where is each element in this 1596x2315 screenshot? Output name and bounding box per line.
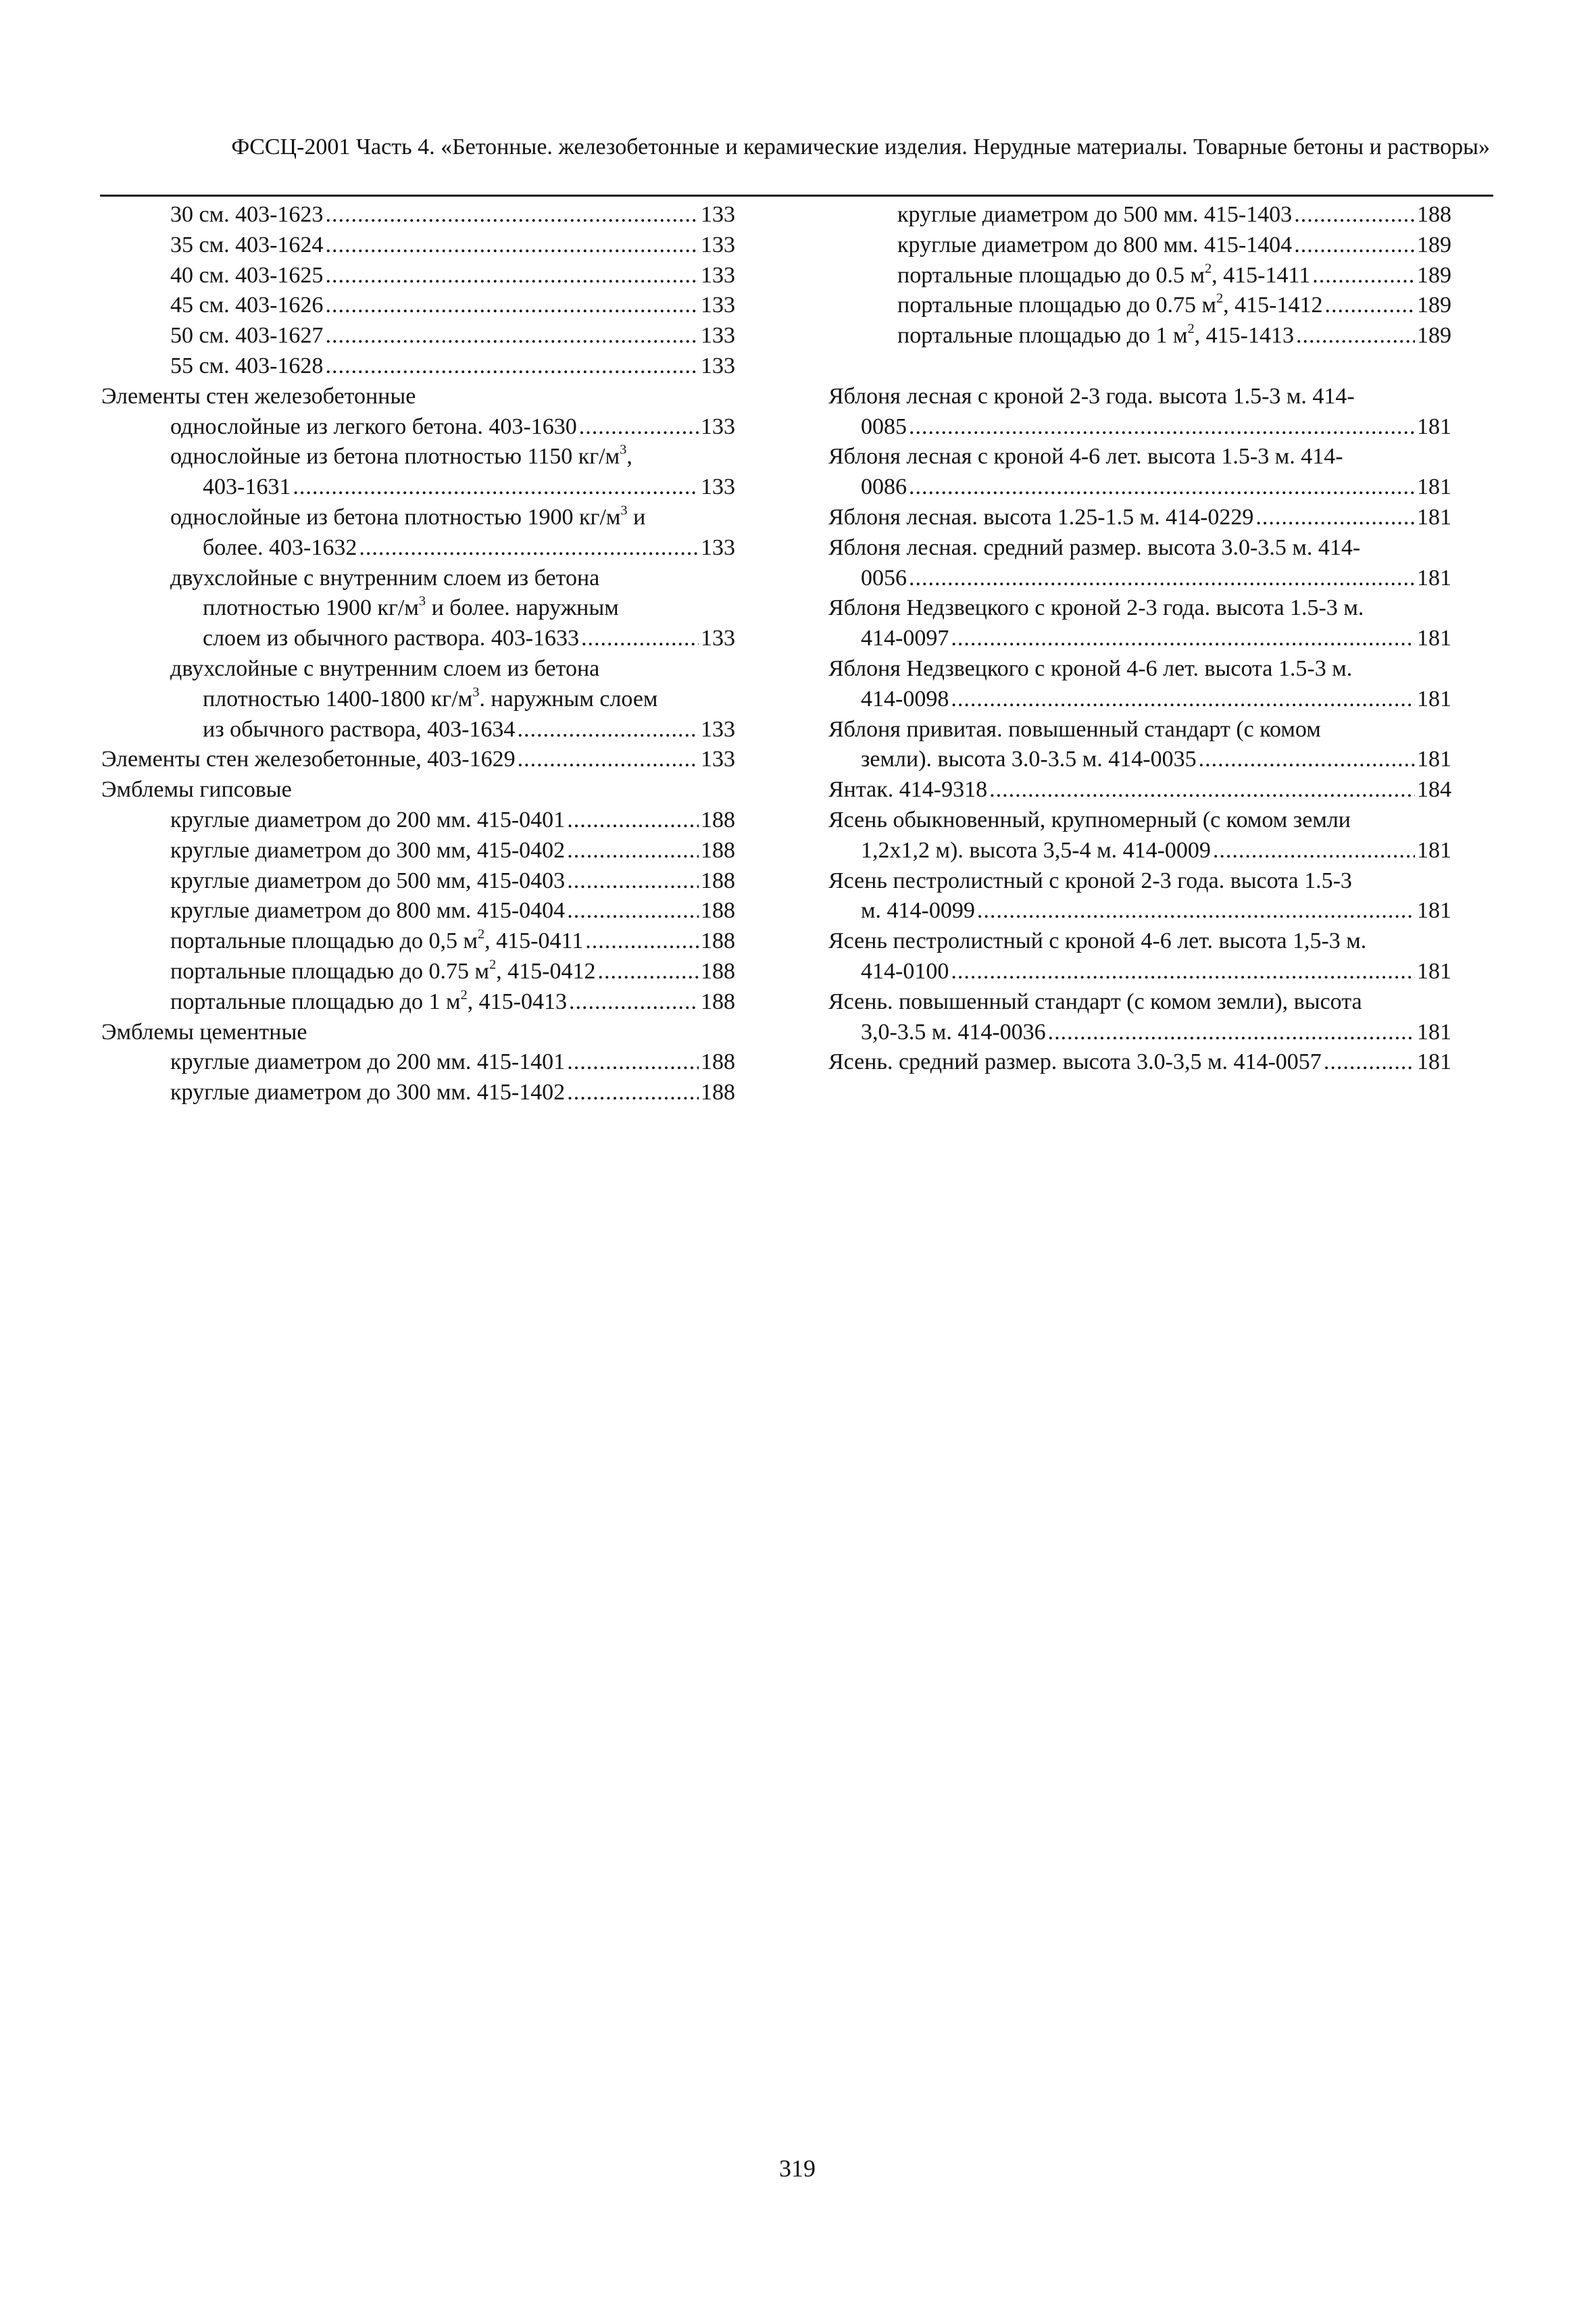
index-entry-page: 181 [1417,898,1451,924]
index-entry [828,230,1451,261]
index-entry [828,503,1451,533]
index-entry-page: 189 [1417,262,1451,288]
index-entry-line: однослойные из бетона плотностью 1900 $кг/м^3$ и [170,503,646,530]
index-entry-text: портальные площадью до 0.75 $м^2$, 415-1412 [897,291,1323,318]
index-entry-page: 133 [701,262,735,288]
index-entry-page: 188 [701,958,735,984]
index-entry-page: 189 [1417,323,1451,349]
dot-leader [325,230,699,261]
dot-leader [909,412,1415,443]
index-entry-text: из обычного раствора, 403-1634 [203,716,516,742]
index-entry-text: круглые диаметром до 300 мм, 415-0402 [170,837,566,863]
dot-leader [567,866,699,897]
index-entry [828,321,1451,351]
dot-leader [1213,836,1415,866]
index-entry [828,261,1451,291]
index-entry-page: 133 [701,293,735,318]
dot-leader [293,472,699,503]
dot-leader [325,200,699,230]
index-entry-line: Яблоня лесная с кроной 2-3 года. высота 1.5-3 м. 414- [828,383,1355,409]
index-entry-text: портальные площадью до 0,5 $м^2$, 415-0411 [170,926,584,954]
index-entry-page: 188 [701,989,735,1014]
index-entry-page: 181 [1417,837,1451,863]
running-header: ФССЦ-2001 Часть 4. «Бетонные. железобетонные и керамические изделия. Нерудные материалы. Товарные бетоны и растворы» [231,134,1490,159]
index-entry-page: 181 [1417,565,1451,591]
index-entry-text: 3,0-3.5 м. 414-0036 [861,1019,1046,1045]
index-entry-text: 1,2x1,2 м). высота 3,5-4 м. 414-0009 [861,837,1211,863]
index-entry-text: 30 см. 403-1623 [170,202,324,227]
index-entry-page: 184 [1417,777,1451,803]
index-entry-line: двухслойные с внутренним слоем из бетона [170,565,600,591]
index-entry-page: 181 [1417,504,1451,530]
index-heading: Эмблемы цементные [101,1019,307,1045]
index-entry-page: 189 [1417,293,1451,318]
dot-leader [567,1047,699,1078]
index-entry-line: двухслойные с внутренним слоем из бетона [170,655,600,681]
dot-leader [579,412,699,443]
index-heading: Элементы стен железобетонные [101,383,416,409]
index-entry [828,775,1451,805]
index-entry-page: 181 [1417,747,1451,772]
index-entry-line: Яблоня привитая. повышенный стандарт (с комом [828,716,1321,742]
index-entry-text: 403-1631 [203,474,291,500]
dot-leader [1312,261,1415,291]
index-entry [828,654,1451,715]
entry-gap [828,351,1451,382]
index-entry-line: Яблоня Недзвецкого с кроной 2-3 года. высота 1.5-3 м. [828,595,1364,621]
index-entry [101,745,735,775]
dot-leader [1325,291,1416,321]
index-entry [101,412,735,443]
index-entry-text: 0086 [861,474,907,500]
index-entry-page: 188 [701,807,735,832]
dot-leader [1199,745,1415,775]
index-entry-line: Ясень пестролистный с кроной 2-3 года. высота 1.5-3 [828,868,1352,893]
dot-leader [909,472,1415,503]
index-entry-page: 133 [701,716,735,742]
index-entry-text: Янтак. 414-9318 [828,777,988,803]
index-entry-text: круглые диаметром до 500 мм. 415-1403 [897,202,1293,227]
index-entry [101,200,735,230]
index-entry [101,866,735,897]
index-entry-text: портальные площадью до 1 $м^2$, 415-0413 [170,987,567,1014]
dot-leader [325,321,699,351]
index-entry-text: круглые диаметром до 200 мм. 415-0401 [170,807,566,832]
index-entry-page: 133 [701,323,735,349]
index-entry [101,1047,735,1078]
index-entry-text: круглые диаметром до 800 мм. 415-1404 [897,232,1293,257]
dot-leader [359,533,699,564]
index-entry [101,805,735,836]
dot-leader [598,957,699,987]
dot-leader [325,261,699,291]
dot-leader [567,805,699,836]
index-entry-page: 188 [701,928,735,954]
index-entry [101,1078,735,1108]
index-entry-page: 188 [701,1080,735,1105]
index-entry [101,321,735,351]
index-entry-text: 0085 [861,414,907,439]
dot-leader [569,987,699,1018]
index-entry [101,926,735,957]
index-entry-text: портальные площадью до 0.75 $м^2$, 415-0412 [170,957,596,984]
index-heading: Эмблемы гипсовые [101,777,292,803]
index-entry [101,503,735,564]
index-entry-page: 188 [1417,202,1451,227]
index-entry [828,593,1451,654]
dot-leader [951,624,1415,654]
index-entry-text: 0056 [861,565,907,591]
index-entry [101,564,735,654]
index-entry-page: 133 [701,534,735,560]
index-entry [828,442,1451,503]
index-entry-page: 188 [701,868,735,893]
index-entry-line: Ясень пестролистный с кроной 4-6 лет. высота 1,5-3 м. [828,928,1367,954]
index-entry-line: однослойные из бетона плотностью 1150 $кг/м^3$, [170,443,632,470]
index-entry-line: Ясень обыкновенный, крупномерный (с комом земли [828,807,1351,832]
dot-leader [1324,1047,1415,1078]
index-entry-page: 181 [1417,474,1451,500]
index-entry-line: Яблоня лесная. средний размер. высота 3.0-3.5 м. 414- [828,534,1361,560]
index-entry-text: портальные площадью до 0.5 $м^2$, 415-1411 [897,261,1311,288]
index-entry [101,230,735,261]
dot-leader [909,564,1415,594]
index-entry-line: плотностью 1400-1800 $кг/м^3$. наружным слоем [203,684,658,712]
index-entry [101,291,735,321]
index-entry-text: Ясень. средний размер. высота 3.0-3,5 м. 414-0057 [828,1049,1322,1075]
index-entry-line: Яблоня лесная с кроной 4-6 лет. высота 1.5-3 м. 414- [828,444,1343,470]
index-entry-page: 133 [701,232,735,257]
dot-leader [518,745,699,775]
index-entry [828,382,1451,443]
index-entry-page: 181 [1417,958,1451,984]
index-entry [101,957,735,987]
dot-leader [989,775,1415,805]
index-entry-text: 40 см. 403-1625 [170,262,324,288]
dot-leader [951,957,1415,987]
index-entry-page: 181 [1417,686,1451,712]
index-entry [828,926,1451,987]
index-entry-text: круглые диаметром до 300 мм. 415-1402 [170,1080,566,1105]
index-entry-page: 133 [701,626,735,651]
dot-leader [1296,321,1415,351]
index-entry-page: 133 [701,353,735,378]
index-entry-line: Яблоня Недзвецкого с кроной 4-6 лет. высота 1.5-3 м. [828,655,1353,681]
index-entry-text: портальные площадью до 1 $м^2$, 415-1413 [897,321,1294,349]
dot-leader [567,836,699,866]
index-entry-text: 50 см. 403-1627 [170,323,324,349]
index-entry [828,291,1451,321]
index-entry-page: 181 [1417,414,1451,439]
dot-leader [517,715,699,745]
index-entry-text: м. 414-0099 [861,898,975,924]
index-entry-text: Элементы стен железобетонные, 403-1629 [101,747,516,772]
index-entry-page: 181 [1417,1019,1451,1045]
dot-leader [567,1078,699,1108]
index-entry-text: земли). высота 3.0-3.5 м. 414-0035 [861,747,1197,772]
dot-leader [1048,1018,1415,1048]
index-entry-text: однослойные из легкого бетона. 403-1630 [170,414,577,439]
index-entry-page: 181 [1417,1049,1451,1075]
index-entry [101,654,735,745]
index-entry [828,200,1451,230]
index-entry-text: круглые диаметром до 800 мм. 415-0404 [170,898,566,924]
index-entry-text: круглые диаметром до 500 мм, 415-0403 [170,868,566,893]
index-entry-page: 189 [1417,232,1451,257]
index-entry-page: 133 [701,474,735,500]
index-entry [101,351,735,382]
dot-leader [951,684,1415,715]
index-column-right [828,200,1451,1078]
index-entry-page: 133 [701,747,735,772]
dot-leader [581,624,699,654]
index-entry [828,866,1451,927]
index-entry-text: круглые диаметром до 200 мм. 415-1401 [170,1049,566,1075]
index-entry-page: 133 [701,414,735,439]
index-entry [828,533,1451,594]
index-entry-text: 35 см. 403-1624 [170,232,324,257]
index-entry-page: 188 [701,898,735,924]
dot-leader [1255,503,1415,533]
dot-leader [585,926,699,957]
dot-leader [325,351,699,382]
index-entry [101,987,735,1018]
index-entry-text: 414-0097 [861,626,949,651]
header-rule [100,195,1493,197]
index-entry [101,896,735,926]
dot-leader [325,291,699,321]
index-entry-page: 133 [701,202,735,227]
dot-leader [1294,200,1415,230]
index-entry [828,805,1451,866]
index-entry-line: Ясень. повышенный стандарт (с комом земли), высота [828,989,1362,1014]
index-column-left [101,200,735,1108]
index-entry-text: 414-0100 [861,958,949,984]
index-entry [101,836,735,866]
index-entry-page: 188 [701,837,735,863]
dot-leader [1294,230,1415,261]
index-entry-page: 188 [701,1049,735,1075]
index-entry [828,1047,1451,1078]
index-entry-page: 181 [1417,626,1451,651]
index-entry [101,442,735,503]
dot-leader [977,896,1415,926]
index-entry-text: 55 см. 403-1628 [170,353,324,378]
dot-leader [567,896,699,926]
index-entry-line: плотностью 1900 $кг/м^3$ и более. наружным [203,594,619,621]
index-entry-text: 45 см. 403-1626 [170,293,324,318]
index-entry-text: Яблоня лесная. высота 1.25-1.5 м. 414-0229 [828,504,1254,530]
index-entry [101,261,735,291]
index-entry [828,987,1451,1048]
index-entry-text: более. 403-1632 [203,534,357,560]
index-entry-text: 414-0098 [861,686,949,712]
page-number: 319 [779,2155,816,2182]
index-entry [828,715,1451,776]
index-entry-text: слоем из обычного раствора. 403-1633 [203,626,580,651]
